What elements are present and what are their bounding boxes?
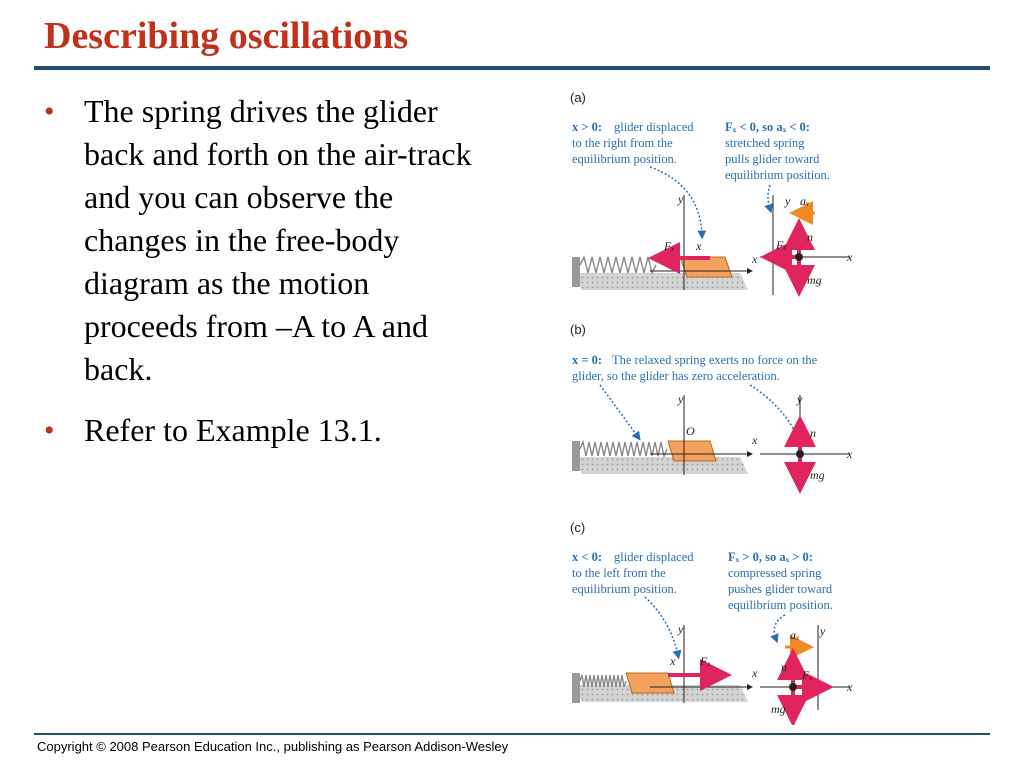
panel-b-line: The relaxed spring exerts no force on the [612,353,818,367]
bullet-item [44,90,484,391]
panel-c-right-line: pushes glider toward [728,582,833,596]
panel-c-left-heading: x < 0: [572,550,603,564]
pointer-arrow [774,615,785,639]
pointer-arrow [750,385,800,442]
panel-b [570,322,853,492]
pointer-arrow [645,597,678,655]
panel-a-right-line: pulls glider toward [725,152,820,166]
x-axis-label: x [752,252,758,266]
track-wall [572,673,580,703]
fbd-x-label: x [847,447,853,461]
fbd-y-label: y [797,392,803,406]
fbd-y-label: y [785,194,791,208]
normal-label: n [781,660,787,674]
track-wall [572,441,580,471]
fbd-force-label: Fₓ [802,668,813,682]
panel-a-left-heading: x > 0: [572,120,603,134]
panel-c-right-line: equilibrium position. [728,598,833,612]
title-divider [34,66,990,70]
fbd-point [795,253,803,261]
y-axis-label: y [678,622,684,636]
panel-a-label: (a) [570,90,586,105]
force-label: Fₓ [664,239,675,253]
panel-c-left-line: to the left from the [572,566,666,580]
bullet-item [44,409,484,452]
panel-c-label: (c) [570,520,586,535]
y-axis-label: y [678,392,684,406]
panel-a-right-line: stretched spring [725,136,805,150]
force-label: Fₓ [700,654,711,668]
panel-a-right-heading: Fₓ < 0, so aₓ < 0: [725,120,810,134]
fbd-point [796,450,804,458]
copyright-footer: Copyright © 2008 Pearson Education Inc., publishing as Pearson Addison-Wesley [37,739,509,754]
bullet-text: Refer to Example 13.1. [84,412,382,448]
pointer-arrow [768,185,770,209]
spring [580,257,656,273]
footer-divider [34,733,990,735]
panel-c-right-line: compressed spring [728,566,822,580]
weight-label: mg [807,273,822,287]
x-axis-label: x [752,666,758,680]
bullet-list [44,90,484,470]
panel-c-left-line: glider displaced [614,550,694,564]
fbd-x-label: x [847,250,853,264]
air-track [574,457,748,474]
panel-c [570,520,853,716]
pointer-arrow [650,167,702,235]
fbd-force-label: Fₓ [776,238,787,252]
track-wall [572,257,580,287]
x-axis-label: x [752,433,758,447]
pointer-arrow [600,385,638,437]
glider [626,673,674,693]
bullet-icon: • [44,414,55,447]
acceleration-label: aₓ [800,194,810,208]
fbd-point [789,683,797,691]
normal-label: n [807,230,813,244]
origin-label: O [686,424,695,438]
slide-title: Describing oscillations [44,15,409,57]
panel-a-left-line: equilibrium position. [572,152,677,166]
panel-c-left-line: equilibrium position. [572,582,677,596]
weight-label: mg [771,702,786,716]
panel-a-left-line: glider displaced [614,120,694,134]
y-axis-label: y [678,192,684,206]
glider [668,441,716,461]
bullet-icon: • [44,95,55,128]
panel-b-label: (b) [570,322,586,337]
panel-c-right-heading: Fₓ > 0, so aₓ > 0: [728,550,813,564]
panel-a-left-line: to the right from the [572,136,673,150]
panel-a [570,90,853,295]
panel-b-line: glider, so the glider has zero acceleration. [572,369,780,383]
weight-label: mg [810,468,825,482]
displacement-label: x [670,654,676,668]
panel-b-heading: x = 0: [572,353,603,367]
oscillation-figure [560,85,860,725]
fbd-x-label: x [847,680,853,694]
normal-label: n [810,426,816,440]
displacement-label: x [696,239,702,253]
panel-a-right-line: equilibrium position. [725,168,830,182]
bullet-text: The spring drives the glider back and forth on the air-track and you can observe the changes in the free-body diagram as the motion proceeds from –A to A and back. [84,93,472,387]
acceleration-label: aₓ [790,628,800,642]
fbd-y-label: y [820,624,826,638]
